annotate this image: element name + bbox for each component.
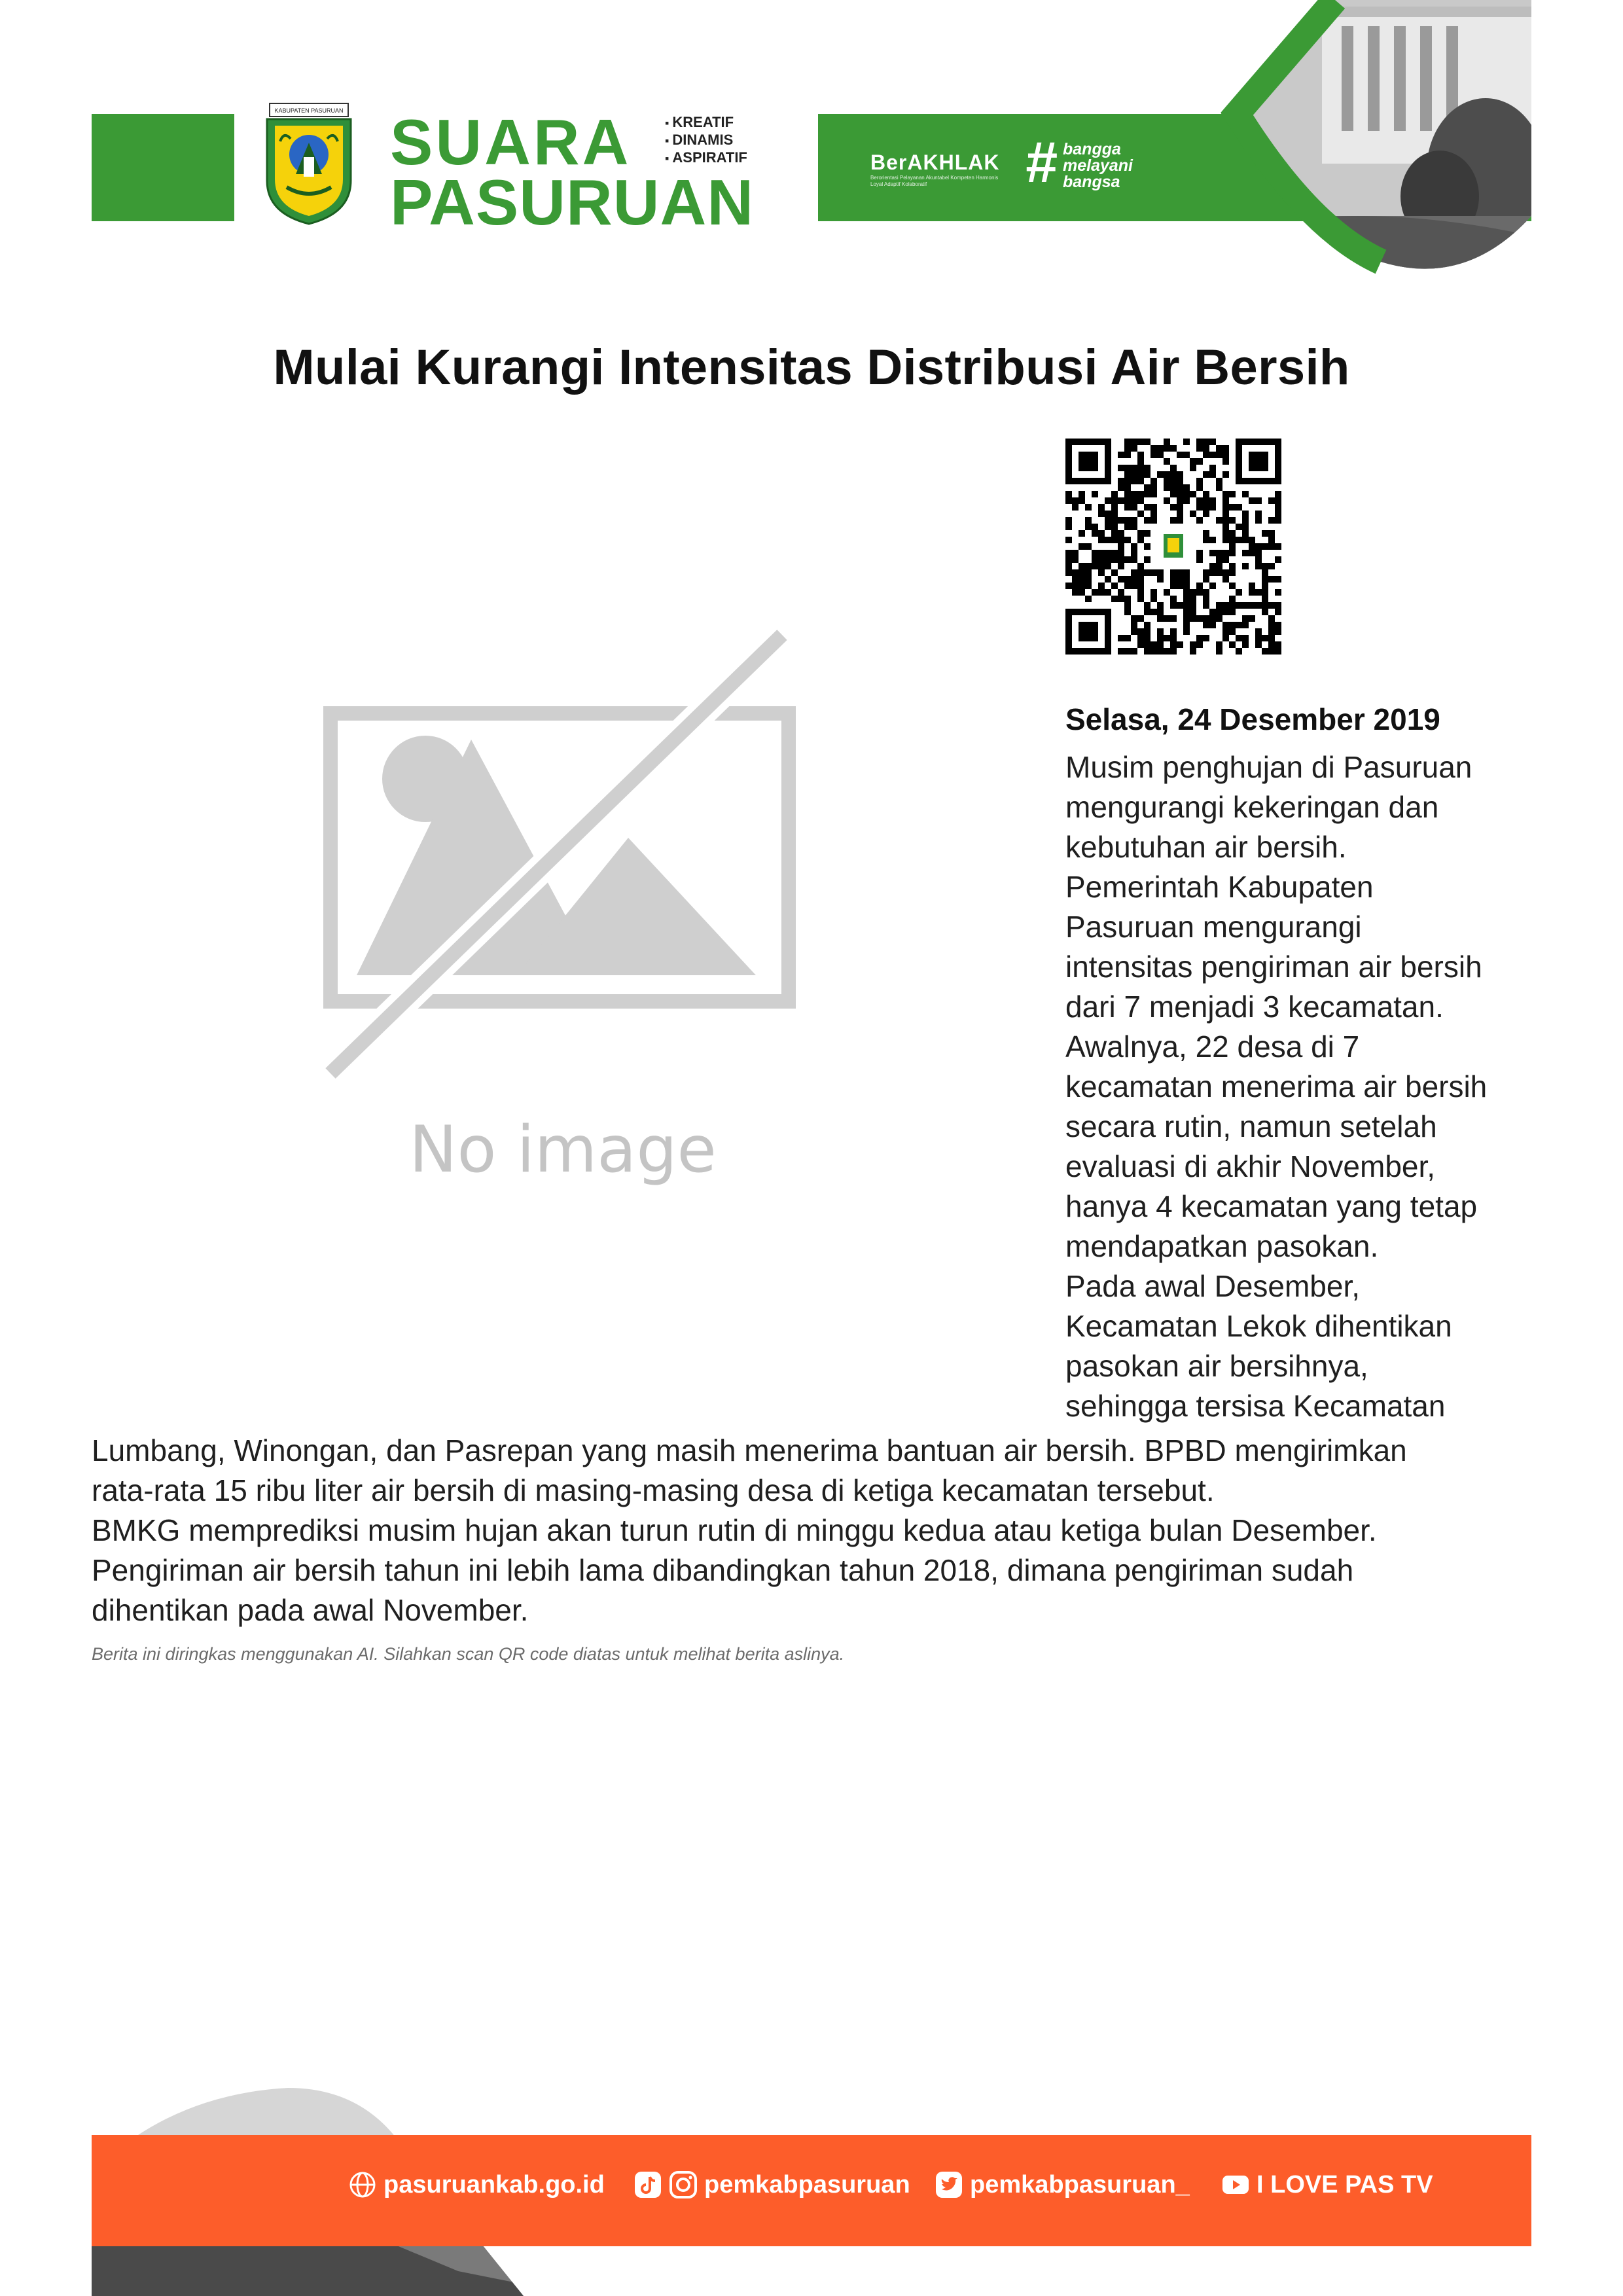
tiktok-icon [633,2170,662,2199]
berakhlak-subtitle: Berorientasi Pelayanan Akuntabel Kompeten Harmonis Loyal Adaptif Kolaboratif [870,175,999,187]
footer-website-link[interactable] [348,2170,605,2199]
no-image-placeholder [321,622,805,1211]
body-line: Kecamatan Lekok dihentikan [1065,1309,1452,1343]
body-line: mendapatkan pasokan. [1065,1229,1379,1263]
tagline-item: ▪ KREATIF [665,114,747,132]
body-line: pasokan air bersihnya, [1065,1349,1368,1383]
youtube-icon [1221,2170,1250,2199]
no-image-label: No image [409,1113,717,1187]
body-line: dari 7 menjadi 3 kecamatan. [1065,990,1444,1024]
ai-disclaimer: Berita ini diringkas menggunakan AI. Silahkan scan QR code diatas untuk melihat berita aslinya. [92,1644,845,1664]
site-title-line1: SUARA [390,106,632,178]
site-title-line2: PASURUAN [390,166,755,238]
body-line: Lumbang, Winongan, dan Pasrepan yang masih menerima bantuan air bersih. BPBD mengirimkan [92,1433,1407,1467]
qr-code[interactable] [1065,439,1281,655]
building-photo [1073,0,1531,288]
body-line: mengurangi kekeringan dan [1065,790,1439,824]
body-line: BMKG memprediksi musim hujan akan turun rutin di minggu kedua atau ketiga bulan Desember. [92,1513,1377,1547]
pasuruan-emblem-logo [260,102,357,226]
body-line: sehingga tersisa Kecamatan [1065,1389,1446,1423]
body-line: Pada awal Desember, [1065,1269,1361,1303]
berakhlak-logo [870,151,1008,188]
body-line: dihentikan pada awal November. [92,1593,529,1627]
article-body-wide [92,1431,1531,1630]
footer-youtube-channel: I LOVE PAS TV [1257,2170,1433,2198]
twitter-icon [935,2170,963,2199]
footer-twitter-link[interactable] [935,2170,1190,2199]
body-line: secara rutin, namun setelah [1065,1109,1437,1143]
body-line: hanya 4 kecamatan yang tetap [1065,1189,1478,1223]
footer-website-text: pasuruankab.go.id [383,2170,605,2198]
body-line: kecamatan menerima air bersih [1065,1069,1488,1103]
body-line: intensitas pengiriman air bersih [1065,950,1482,984]
body-line: evaluasi di akhir November, [1065,1149,1436,1183]
footer-social-handle: pemkabpasuruan [704,2170,910,2198]
body-line: Pemerintah Kabupaten [1065,870,1374,904]
footer-social-bar [92,2135,1531,2246]
bangga-word: bangga [1063,140,1121,158]
bangga-word: bangsa [1063,173,1120,191]
globe-icon [348,2170,377,2199]
berakhlak-title: BerAKHLAK [870,151,1000,174]
body-line: Awalnya, 22 desa di 7 [1065,1030,1360,1064]
body-line: Musim penghujan di Pasuruan [1065,750,1472,784]
article-body-narrow [1065,747,1531,1426]
body-line: rata-rata 15 ribu liter air bersih di masing-masing desa di ketiga kecamatan tersebut. [92,1473,1215,1507]
body-line: Pengiriman air bersih tahun ini lebih lama dibandingkan tahun 2018, dimana pengiriman sudah [92,1553,1354,1587]
article-title: Mulai Kurangi Intensitas Distribusi Air Bersih [273,340,1350,395]
site-tagline [665,114,747,167]
bangga-word: melayani [1063,156,1133,175]
tagline-item: ▪ DINAMIS [665,132,747,149]
svg-text:KABUPATEN PASURUAN: KABUPATEN PASURUAN [274,107,344,114]
body-line: kebutuhan air bersih. [1065,830,1347,864]
footer-twitter-handle: pemkabpasuruan_ [970,2170,1190,2198]
article-date: Selasa, 24 Desember 2019 [1065,702,1440,736]
footer-tiktok-instagram-link[interactable] [633,2170,910,2199]
instagram-icon [669,2170,698,2199]
body-line: Pasuruan mengurangi [1065,910,1362,944]
tagline-item: ▪ ASPIRATIF [665,149,747,167]
header-green-bar [92,114,234,221]
footer-youtube-link[interactable] [1221,2170,1433,2199]
hashtag-icon: # [1025,130,1057,194]
